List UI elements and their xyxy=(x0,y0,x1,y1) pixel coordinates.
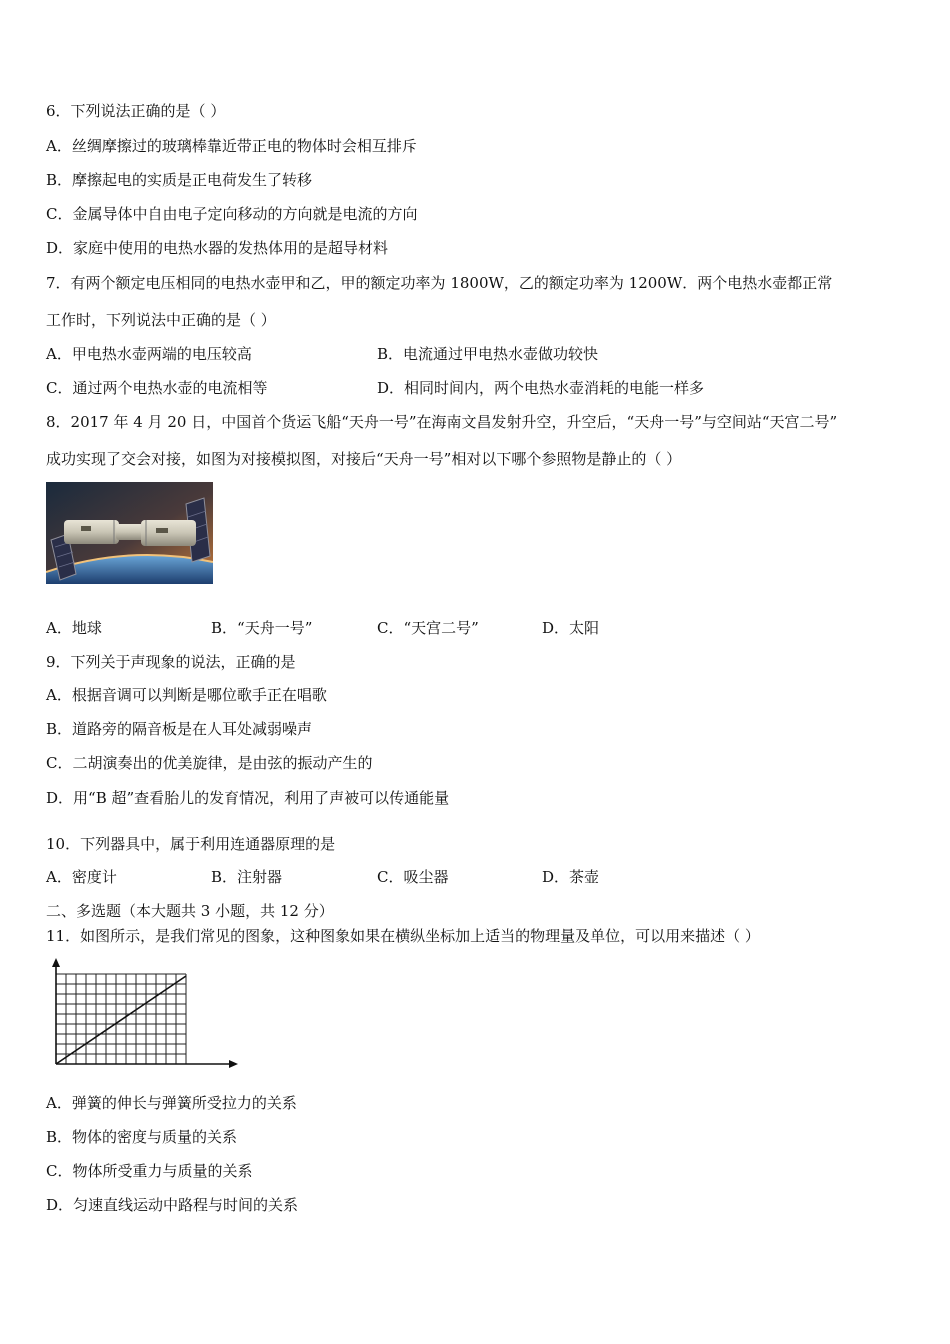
q10-stem: 10．下列器具中，属于利用连通器原理的是 xyxy=(46,835,336,853)
q7-option-b: B．电流通过甲电热水壶做功较快 xyxy=(377,345,599,363)
q7-stem-line1: 7．有两个额定电压相同的电热水壶甲和乙，甲的额定功率为 1800W，乙的额定功率为 1200W．两个电热水壶都正常 xyxy=(46,274,833,292)
q7-option-c: C．通过两个电热水壶的电流相等 xyxy=(46,379,268,397)
q9-option-c: C．二胡演奏出的优美旋律，是由弦的振动产生的 xyxy=(46,754,373,772)
q8-option-b: B．“天舟一号” xyxy=(211,619,313,637)
q11-option-c: C．物体所受重力与质量的关系 xyxy=(46,1162,253,1180)
q10-option-d: D．茶壶 xyxy=(542,868,600,886)
q8-option-a: A．地球 xyxy=(46,619,102,637)
q8-option-d: D．太阳 xyxy=(542,619,600,637)
q10-option-c: C．吸尘器 xyxy=(377,868,449,886)
q7-option-d: D．相同时间内，两个电热水壶消耗的电能一样多 xyxy=(377,379,705,397)
q6-option-d: D．家庭中使用的电热水器的发热体用的是超导材料 xyxy=(46,239,389,257)
linear-graph-figure xyxy=(46,956,241,1078)
q8-stem-line1: 8．2017 年 4 月 20 日，中国首个货运飞船“天舟一号”在海南文昌发射升空，升空后，“天舟一号”与空间站“天宫二号” xyxy=(46,413,838,431)
q11-stem: 11．如图所示，是我们常见的图象，这种图象如果在横纵坐标加上适当的物理量及单位，可以用来描述（ ） xyxy=(46,927,760,945)
q6-stem: 6．下列说法正确的是（ ） xyxy=(46,102,226,120)
section-heading-multiple-choice: 二、多选题（本大题共 3 小题，共 12 分） xyxy=(46,902,334,920)
q7-option-a: A．甲电热水壶两端的电压较高 xyxy=(46,345,252,363)
q9-option-b: B．道路旁的隔音板是在人耳处减弱噪声 xyxy=(46,720,313,738)
q11-option-a: A．弹簧的伸长与弹簧所受拉力的关系 xyxy=(46,1094,297,1112)
q10-option-b: B．注射器 xyxy=(211,868,283,886)
docking-illustration xyxy=(46,482,213,584)
q6-option-a: A．丝绸摩擦过的玻璃棒靠近带正电的物体时会相互排斥 xyxy=(46,137,417,155)
q7-stem-line2: 工作时，下列说法中正确的是（ ） xyxy=(46,311,276,329)
q11-option-d: D．匀速直线运动中路程与时间的关系 xyxy=(46,1196,299,1214)
q9-option-d: D．用“B 超”查看胎儿的发育情况，利用了声被可以传通能量 xyxy=(46,789,450,807)
q9-stem: 9．下列关于声现象的说法，正确的是 xyxy=(46,653,296,671)
q6-option-c: C．金属导体中自由电子定向移动的方向就是电流的方向 xyxy=(46,205,418,223)
q9-option-a: A．根据音调可以判断是哪位歌手正在唱歌 xyxy=(46,686,327,704)
q6-option-b: B．摩擦起电的实质是正电荷发生了转移 xyxy=(46,171,313,189)
q10-option-a: A．密度计 xyxy=(46,868,117,886)
q8-stem-line2: 成功实现了交会对接，如图为对接模拟图，对接后“天舟一号”相对以下哪个参照物是静止的（ ） xyxy=(46,450,682,468)
q8-option-c: C．“天宫二号” xyxy=(377,619,479,637)
q11-option-b: B．物体的密度与质量的关系 xyxy=(46,1128,238,1146)
